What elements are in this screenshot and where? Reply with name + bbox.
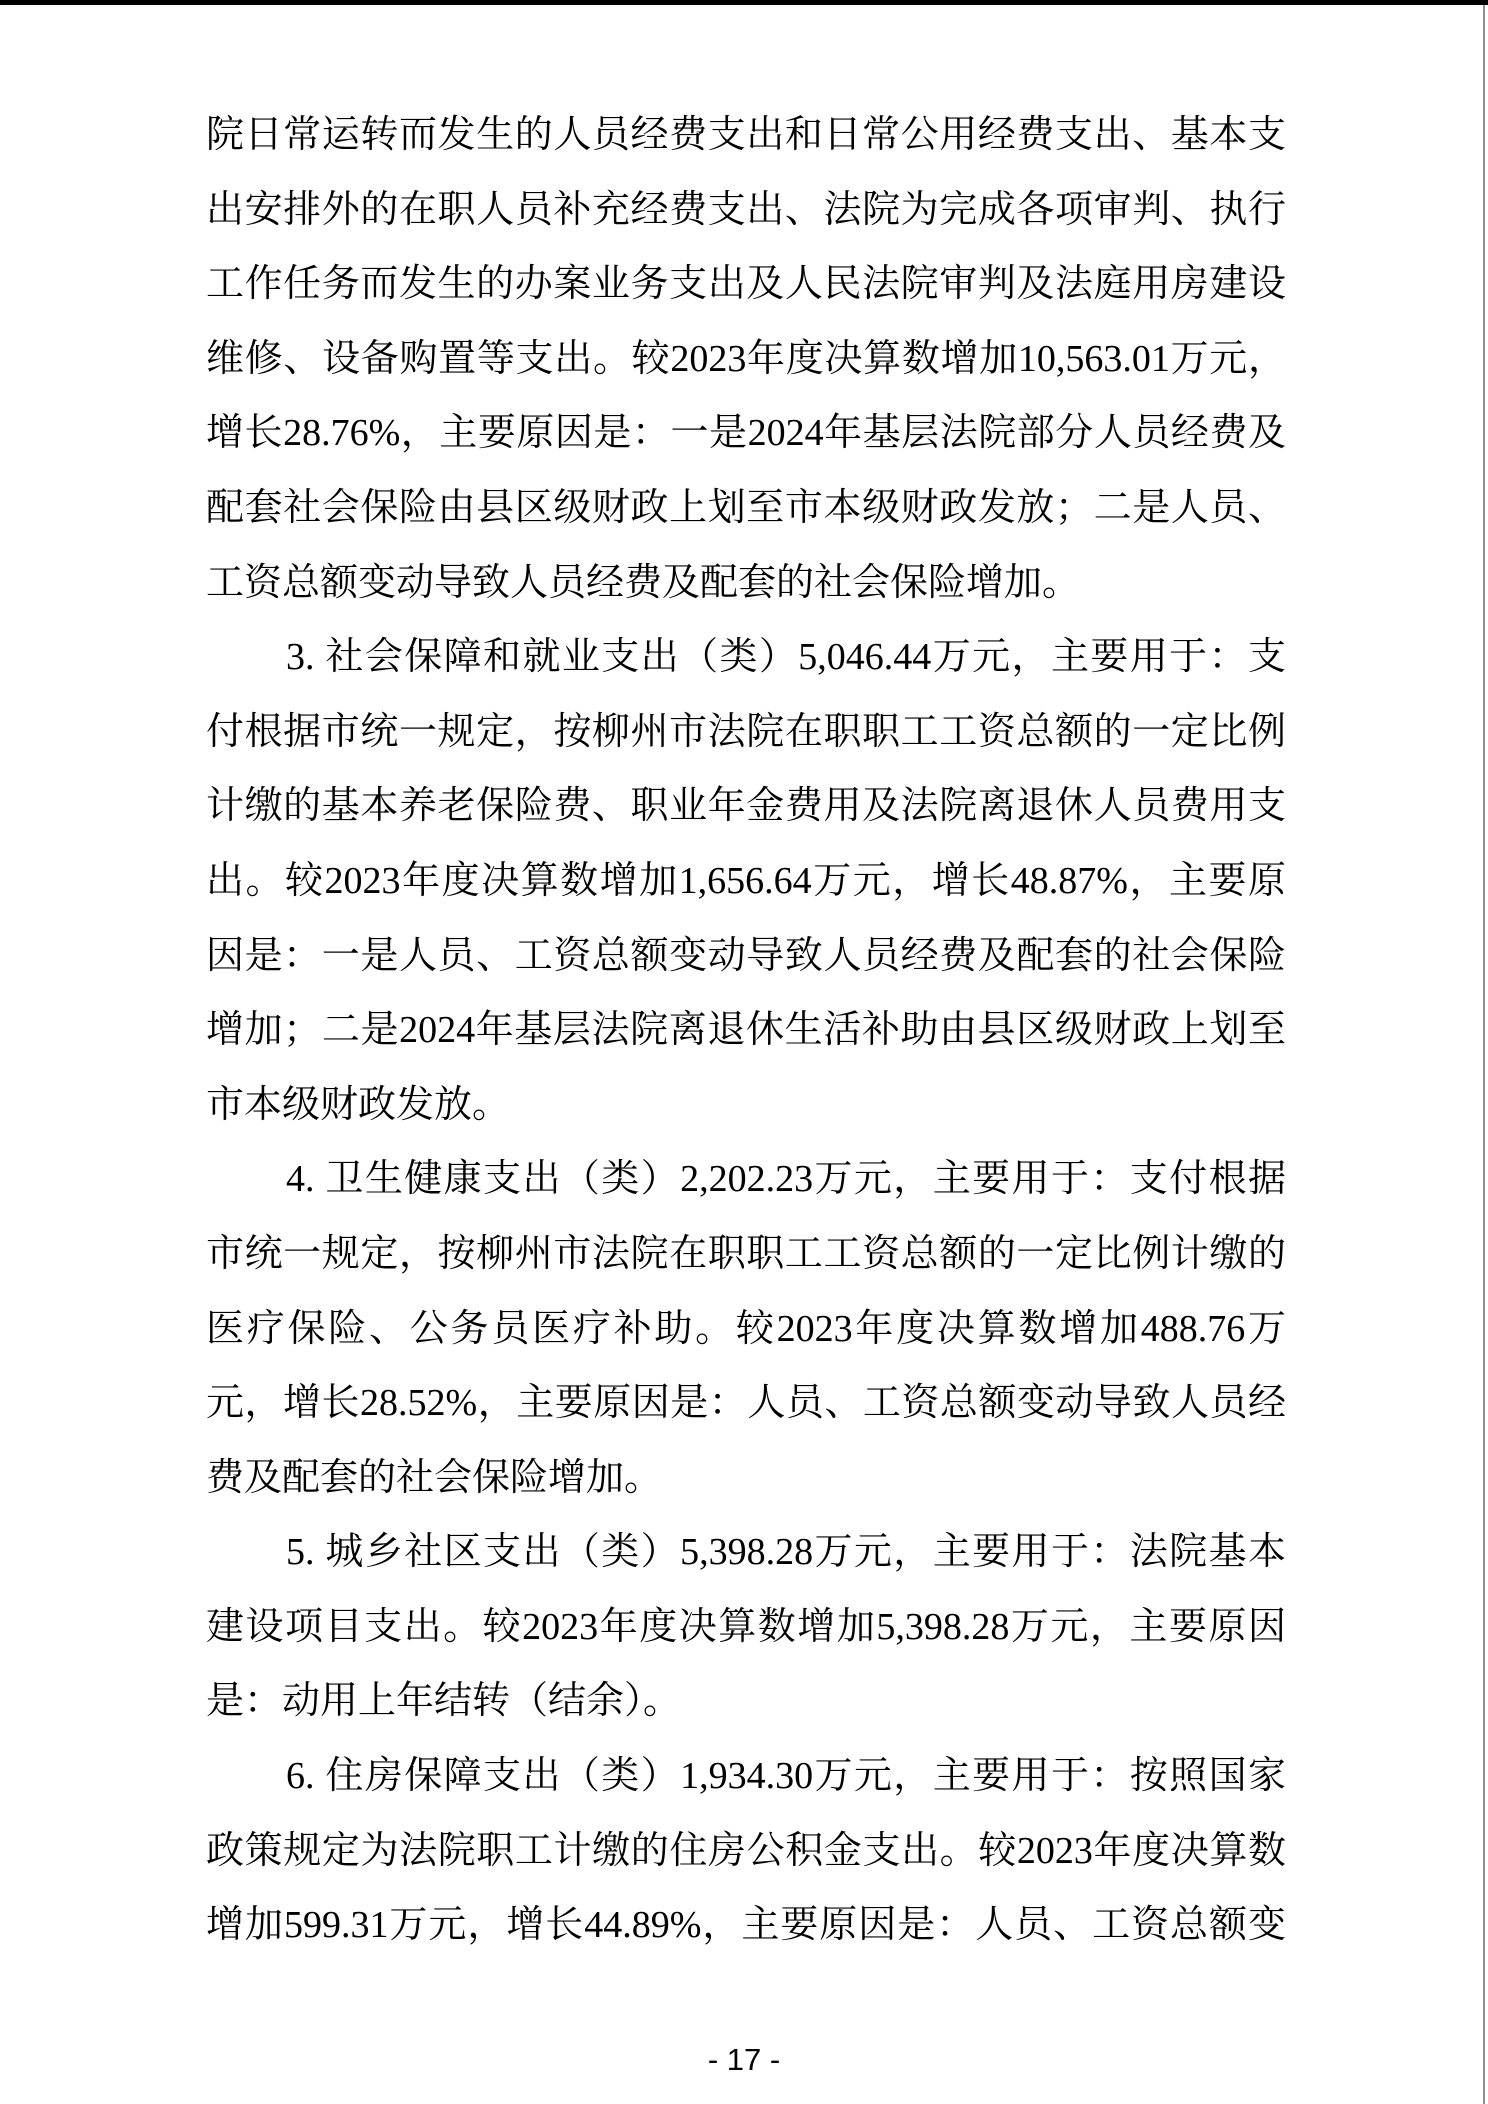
body-text	[206, 98, 1286, 1963]
text-line: 市统一规定，按柳州市法院在职职工工资总额的一定比例计缴的	[206, 1232, 1286, 1275]
text-line: 3. 社会保障和就业支出（类）5,046.44万元，主要用于：支	[286, 636, 1286, 679]
text-line: 工资总额变动导致人员经费及配套的社会保险增加。	[206, 561, 1081, 604]
text-line: 政策规定为法院职工计缴的住房公积金支出。较2023年度决算数	[206, 1829, 1286, 1872]
text-line: 费及配套的社会保险增加。	[206, 1456, 663, 1499]
text-line: 院日常运转而发生的人员经费支出和日常公用经费支出、基本支	[206, 114, 1286, 156]
text-line: 4. 卫生健康支出（类）2,202.23万元，主要用于：支付根据	[286, 1158, 1286, 1201]
page-number: - 17 -	[707, 2042, 781, 2077]
text-line: 增加599.31万元，增长44.89%，主要原因是：人员、工资总额变	[206, 1904, 1286, 1947]
text-line: 增加；二是2024年基层法院离退休生活补助由县区级财政上划至	[206, 1009, 1286, 1052]
scan-top-edge-artifact	[0, 0, 1488, 5]
text-line: 出。较2023年度决算数增加1,656.64万元，增长48.87%，主要原	[206, 859, 1286, 902]
text-line: 出安排外的在职人员补充经费支出、法院为完成各项审判、执行	[206, 188, 1286, 231]
text-line: 是：动用上年结转（结余）。	[206, 1680, 682, 1723]
text-line: 医疗保险、公务员医疗补助。较2023年度决算数增加488.76万	[206, 1307, 1286, 1350]
text-line: 工作任务而发生的办案业务支出及人民法院审判及法庭用房建设	[206, 263, 1286, 306]
text-line: 因是：一是人员、工资总额变动导致人员经费及配套的社会保险	[206, 934, 1286, 977]
text-line: 6. 住房保障支出（类）1,934.30万元，主要用于：按照国家	[286, 1755, 1286, 1798]
text-line: 元，增长28.52%，主要原因是：人员、工资总额变动导致人员经	[206, 1382, 1286, 1425]
text-line: 付根据市统一规定，按柳州市法院在职职工工资总额的一定比例	[206, 710, 1286, 753]
text-line: 维修、设备购置等支出。较2023年度决算数增加10,563.01万元，	[206, 337, 1286, 380]
text-line: 配套社会保险由县区级财政上划至市本级财政发放；二是人员、	[206, 486, 1286, 529]
text-line: 5. 城乡社区支出（类）5,398.28万元，主要用于：法院基本	[286, 1531, 1286, 1574]
text-line: 计缴的基本养老保险费、职业年金费用及法院离退休人员费用支	[206, 785, 1286, 828]
scan-right-edge-line	[1483, 5, 1485, 2104]
text-line: 增长28.76%，主要原因是：一是2024年基层法院部分人员经费及	[206, 412, 1286, 455]
text-line: 市本级财政发放。	[206, 1083, 511, 1126]
text-line: 建设项目支出。较2023年度决算数增加5,398.28万元，主要原因	[206, 1605, 1286, 1648]
